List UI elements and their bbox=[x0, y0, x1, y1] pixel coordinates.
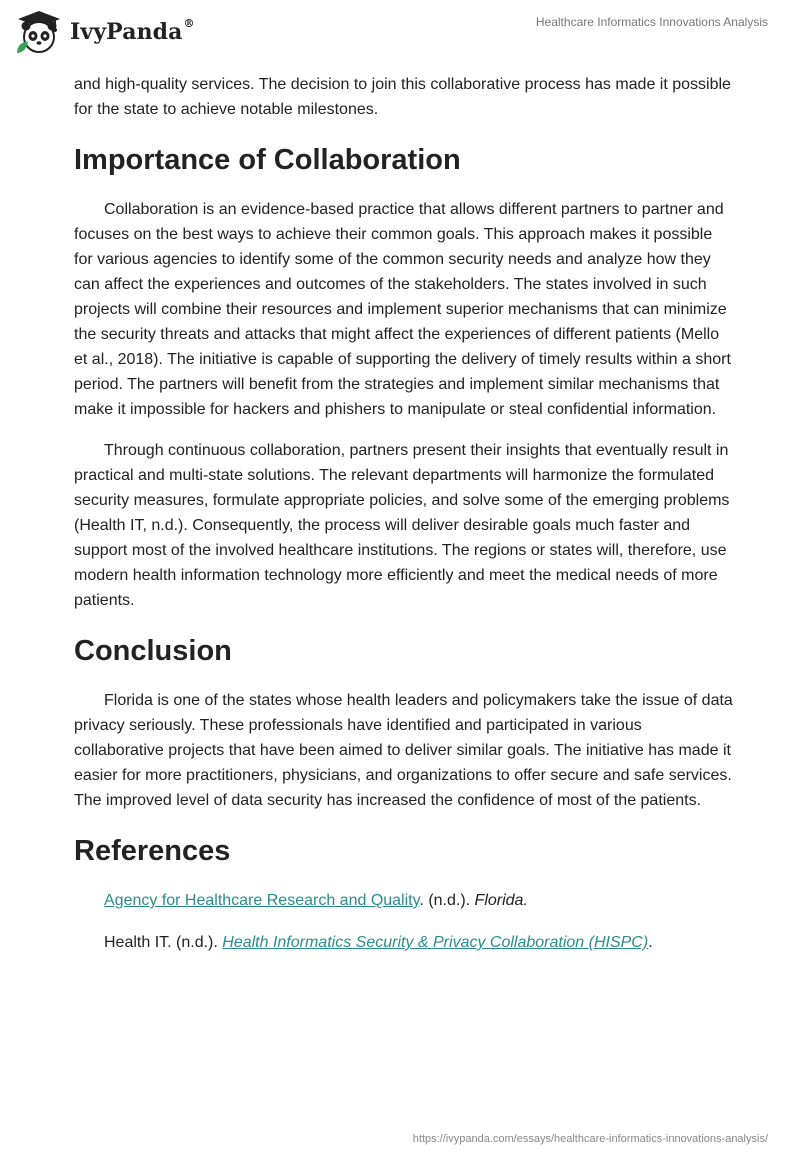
reference-item-2: Health IT. (n.d.). Health Informatics Security & Privacy Collaboration (HISPC). bbox=[104, 934, 653, 951]
page-header bbox=[0, 0, 800, 70]
document-title: Healthcare Informatics Innovations Analysis bbox=[535, 15, 768, 29]
heading-conclusion: Conclusion bbox=[74, 635, 232, 667]
footer-url: https://ivypanda.com/essays/healthcare-informatics-innovations-analysis/ bbox=[412, 1133, 768, 1145]
essay-body bbox=[74, 72, 734, 955]
ivypanda-logo[interactable] bbox=[14, 9, 195, 55]
collaboration-paragraph-1: Collaboration is an evidence-based practice that allows different partners to partner and focuses on the best ways to achieve their common goals. This approach makes it possible for various agencies to identify some of the common security needs and analyze how they can affect the experiences and outcomes of the stakeholders. The states involved in such projects will combine their resources and implement superior mechanisms that can minimize the security threats and attacks that might affect the experiences of different patients (Mello et al., 2018). The initiative is capable of supporting the delivery of timely results within a short period. The partners will benefit from the strategies and implement similar mechanisms that make it impossible for hackers and phishers to manipulate or steal confidential information. bbox=[74, 201, 731, 418]
reference-link-ahrq[interactable]: Agency for Healthcare Research and Quality bbox=[104, 892, 420, 909]
panda-graduate-icon bbox=[14, 9, 64, 55]
heading-importance-of-collaboration: Importance of Collaboration bbox=[74, 144, 461, 176]
reference-link-hispc[interactable]: Health Informatics Security & Privacy Collaboration (HISPC) bbox=[222, 934, 649, 951]
heading-references: References bbox=[74, 835, 231, 867]
conclusion-paragraph: Florida is one of the states whose health leaders and policymakers take the issue of data privacy seriously. These professionals have identified and participated in various collaborative projects that have been aimed to deliver similar goals. The initiative has made it easier for more practitioners, physicians, and organizations to offer secure and safe services. The improved level of data security has increased the confidence of most of the patients. bbox=[74, 692, 733, 809]
reference-item-1: Agency for Healthcare Research and Quality. (n.d.). Florida. bbox=[104, 892, 528, 909]
reference-title-florida: Florida. bbox=[474, 892, 528, 909]
collaboration-paragraph-2: Through continuous collaboration, partners present their insights that eventually result in practical and multi-state solutions. The relevant departments will harmonize the formulated security measures, formulate appropriate policies, and solve some of the emerging problems (Health IT, n.d.). Consequently, the process will deliver desirable goals much faster and support most of the involved healthcare institutions. The regions or states will, therefore, use modern health information technology more efficiently and meet the medical needs of more patients. bbox=[74, 442, 730, 609]
brand-name: IvyPanda® bbox=[70, 17, 195, 45]
intro-paragraph: and high-quality services. The decision to join this collaborative process has made it possible for the state to achieve notable milestones. bbox=[74, 76, 731, 118]
